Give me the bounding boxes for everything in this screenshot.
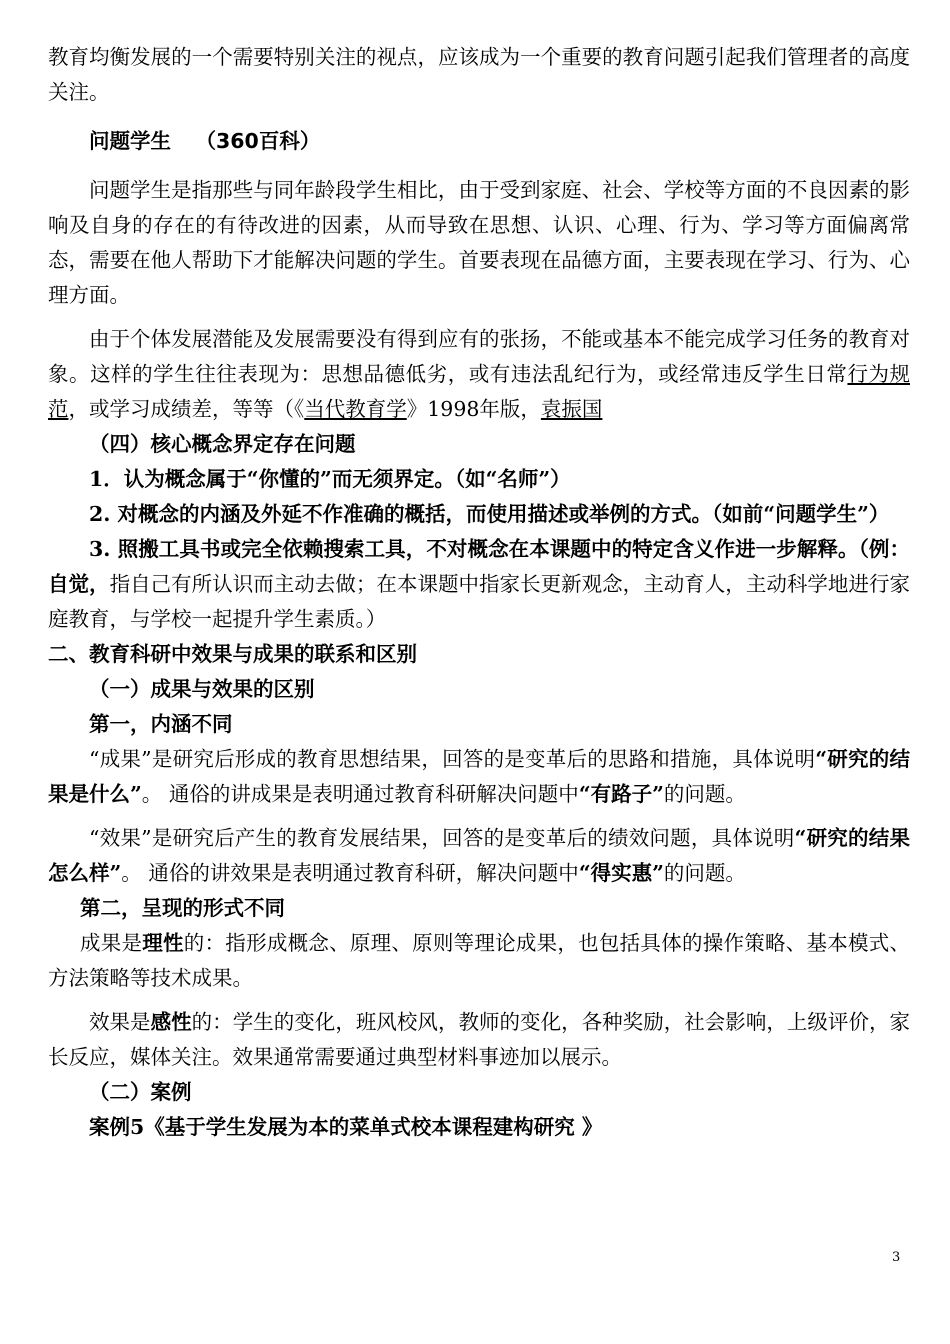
def2-text-2: ，或学习成绩差，等等（《 bbox=[68, 397, 305, 421]
subheading-difference: （一）成果与效果的区别 bbox=[89, 677, 315, 701]
point-second-heading: 第二，呈现的形式不同 bbox=[80, 896, 285, 920]
cg-text-1: “成果”是研究后形成的教育思想结果，回答的是变革后的思路和措施，具体说明 bbox=[89, 747, 816, 771]
paragraph-achievement-form bbox=[48, 926, 910, 996]
cg-emphasis-2: “有路子” bbox=[578, 782, 664, 806]
heading-problem-student bbox=[48, 124, 910, 159]
paragraph-effect-definition bbox=[48, 821, 910, 891]
case-5-title: 案例5《基于学生发展为本的菜单式校本课程建构研究 》 bbox=[89, 1115, 603, 1139]
list-item-3-text: 3. 照搬工具书或完全依赖搜索工具，不对概念在本课题中的特定含义作进一步解释。 bbox=[89, 537, 859, 561]
xg-text-3: 的问题。 bbox=[663, 861, 746, 885]
def2-text-3: 》1998年版， bbox=[406, 397, 541, 421]
xg-form-emphasis: 感性 bbox=[150, 1010, 192, 1034]
heading-problem-student-title: 问题学生 bbox=[89, 129, 171, 153]
list-item-3-example-text: 指自己有所认识而主动去做；在本课题中指家长更新观念，主动育人，主动科学地进行家庭教育，与学校一起提升学生素质。） bbox=[48, 572, 911, 631]
list-item-3-example-label: （例：自觉， bbox=[48, 537, 910, 596]
def2-text-1: 由于个体发展潜能及发展需要没有得到应有的张扬，不能或基本不能完成学习任务的教育对象。这样的学生往往表现为：思想品德低劣，或有违法乱纪行为，或经常违反学生日常 bbox=[48, 327, 910, 386]
xg-emphasis-2: “得实惠” bbox=[578, 861, 664, 885]
section-heading-2: 二、教育科研中效果与成果的联系和区别 bbox=[48, 642, 417, 666]
paragraph-problem-student-definition-2 bbox=[48, 322, 910, 427]
cg-form-emphasis: 理性 bbox=[142, 931, 184, 955]
xg-form-text-1: 效果是 bbox=[89, 1010, 151, 1034]
paragraph-achievement-definition bbox=[48, 742, 910, 812]
page-number: 3 bbox=[892, 1250, 901, 1265]
cg-text-2: 。 通俗的讲成果是表明通过教育科研解决问题中 bbox=[141, 782, 579, 806]
xg-text-2: 。 通俗的讲效果是表明通过教育科研，解决问题中 bbox=[121, 861, 579, 885]
cg-form-text-1: 成果是 bbox=[80, 931, 143, 955]
subheading-case: （二）案例 bbox=[89, 1080, 192, 1104]
link-behavior-norms[interactable]: 行为规范 bbox=[48, 362, 911, 421]
paragraph-intro-continuation: 教育均衡发展的一个需要特别关注的视点，应该成为一个重要的教育问题引起我们管理者的高度关注。 bbox=[48, 45, 910, 104]
cg-emphasis-1: “研究的结果是什么” bbox=[48, 747, 910, 806]
cg-form-text-2: 的：指形成概念、原理、原则等理论成果，也包括具体的操作策略、基本模式、方法策略等技术成果。 bbox=[48, 931, 911, 990]
document-body bbox=[48, 40, 910, 1145]
heading-problem-student-source: （360百科） bbox=[195, 129, 321, 153]
link-yuan-zhenguo[interactable]: 袁振国 bbox=[540, 397, 603, 421]
xg-text-1: “效果”是研究后产生的教育发展结果，回答的是变革后的绩效问题，具体说明 bbox=[89, 826, 795, 850]
point-first-heading: 第一，内涵不同 bbox=[89, 712, 233, 736]
paragraph-problem-student-definition: 问题学生是指那些与同年龄段学生相比，由于受到家庭、社会、学校等方面的不良因素的影响及自身的存在的有待改进的因素，从而导致在思想、认识、心理、行为、学习等方面偏离常态，需要在他人帮助下才能解决问题的学生。首要表现在品德方面，主要表现在学习、行为、心理方面。 bbox=[48, 178, 910, 307]
cg-text-3: 的问题。 bbox=[663, 782, 746, 806]
xg-form-text-2: 的：学生的变化，班风校风，教师的变化，各种奖励，社会影响，上级评价，家长反应，媒体关注。效果通常需要通过典型材料事迹加以展示。 bbox=[48, 1010, 911, 1069]
heading-core-concept-issues: （四）核心概念界定存在问题 bbox=[89, 432, 356, 456]
xg-emphasis-1: “研究的结果怎么样” bbox=[48, 826, 910, 885]
paragraph-effect-form bbox=[48, 1005, 910, 1075]
list-item-2: 2. 对概念的内涵及外延不作准确的概括，而使用描述或举例的方式。（如前“问题学生”） bbox=[89, 502, 890, 526]
list-item-3 bbox=[48, 532, 910, 637]
list-item-1: 1．认为概念属于“你懂的”而无须界定。（如“名师”） bbox=[89, 467, 571, 491]
link-contemporary-pedagogy[interactable]: 当代教育学 bbox=[304, 397, 407, 421]
